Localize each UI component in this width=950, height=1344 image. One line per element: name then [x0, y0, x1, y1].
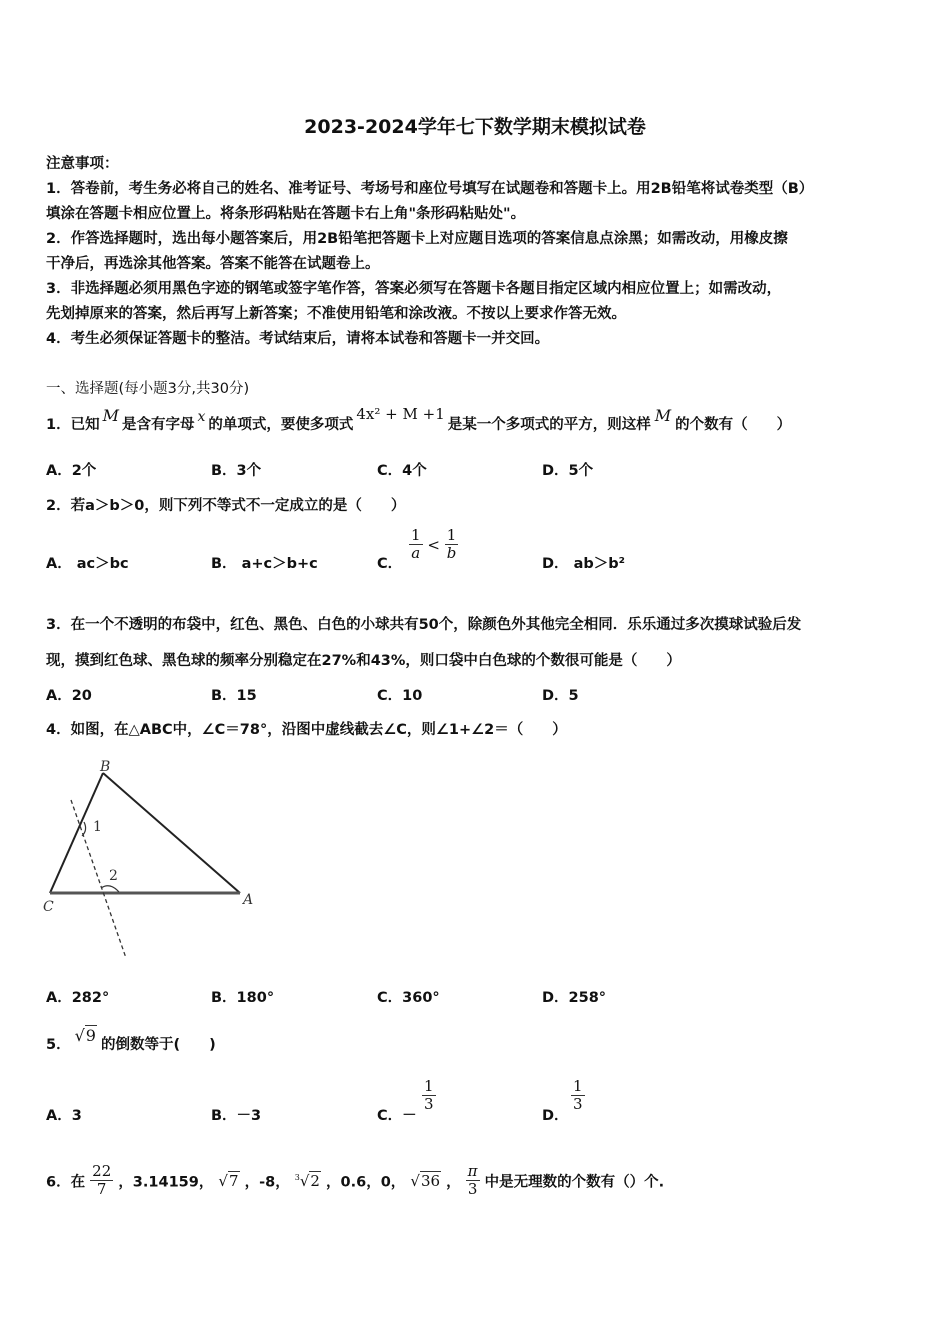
question-1-stem: 1．已知 M 是含有字母 x 的单项式，要使多项式4x² + M +1是某一个多项式的平方，则这样 M 的个数有（ ） — [46, 405, 792, 433]
vertex-b-label: B — [100, 759, 111, 775]
q1-option-c[interactable]: C．4个 — [377, 463, 427, 479]
q2-option-d[interactable]: D． ab＞b² — [542, 556, 625, 572]
q5-option-c-fraction: $\frac{1}{3}$ — [424, 1077, 434, 1114]
q5-option-d-label[interactable]: D． — [542, 1108, 569, 1124]
q1-option-a[interactable]: A．2个 — [46, 463, 97, 479]
angle-1-label: 1 — [93, 819, 102, 835]
notice-line-4: 干净后，再选涂其他答案。答案不能答在试题卷上。 — [46, 256, 380, 272]
q4-option-a[interactable]: A．282° — [46, 990, 110, 1006]
triangle-figure — [40, 752, 270, 967]
notice-line-1: 1．答卷前，考生务必将自己的姓名、准考证号、考场号和座位号填写在试题卷和答题卡上。用2B铅笔将试卷类型（B） — [46, 181, 814, 197]
q5-option-d-fraction: $\frac{1}{3}$ — [573, 1077, 583, 1114]
q2-option-c-label[interactable]: C． — [377, 556, 403, 572]
question-4-stem: 4．如图，在△ABC中，∠C＝78°，沿图中虚线截去∠C，则∠1+∠2＝（ ） — [46, 722, 567, 738]
q4-option-d[interactable]: D．258° — [542, 990, 607, 1006]
q2-option-c-expression: $\frac{1}{a}$ < $\frac{1}{b}$ — [411, 526, 457, 563]
notice-line-5: 3．非选择题必须用黑色字迹的钢笔或签字笔作答，答案必须写在答题卡各题目指定区域内相应位置上；如需改动， — [46, 281, 782, 297]
vertex-a-label: A — [243, 892, 254, 908]
q1-option-b[interactable]: B．3个 — [211, 463, 262, 479]
question-2-stem: 2．若a＞b＞0，则下列不等式不一定成立的是（ ） — [46, 498, 406, 514]
angle-2-arc — [101, 886, 119, 892]
notice-line-6: 先划掉原来的答案，然后再写上新答案；不准使用铅笔和涂改液。不按以上要求作答无效。 — [46, 306, 626, 322]
q2-option-a[interactable]: A． ac＞bc — [46, 556, 129, 572]
question-3-line-2: 现，摸到红色球、黑色球的频率分别稳定在27%和43%，则口袋中白色球的个数很可能是（ ） — [46, 653, 681, 669]
q3-option-c[interactable]: C．10 — [377, 688, 423, 704]
page-title: 2023-2024学年七下数学期末模拟试卷 — [304, 116, 646, 138]
q4-option-b[interactable]: B．180° — [211, 990, 275, 1006]
notice-line-7: 4．考生必须保证答题卡的整洁。考试结束后，请将本试卷和答题卡一并交回。 — [46, 331, 550, 347]
q2-option-b[interactable]: B． a+c＞b+c — [211, 556, 318, 572]
question-6-stem: 6．在 $\frac{22}{7}$ ，3.14159， √7 ，-8， $^3$√2 ，0.6，0， √36 ， $\frac{\pi}{3}$ 中是无理数的个数有（）个. — [46, 1162, 665, 1199]
q3-option-d[interactable]: D．5 — [542, 688, 579, 704]
q4-option-c[interactable]: C．360° — [377, 990, 440, 1006]
angle-2-label: 2 — [109, 868, 118, 884]
q5-option-b[interactable]: B．－3 — [211, 1108, 262, 1124]
notice-line-3: 2．作答选择题时，选出每小题答案后，用2B铅笔把答题卡上对应题目选项的答案信息点涂黑；如需改动，用橡皮擦 — [46, 231, 788, 247]
question-5-stem: 5． √9 的倒数等于( ) — [46, 1026, 216, 1053]
q3-option-b[interactable]: B．15 — [211, 688, 257, 704]
notice-line-2: 填涂在答题卡相应位置上。将条形码粘贴在答题卡右上角"条形码粘贴处"。 — [46, 206, 526, 222]
q5-option-c-label[interactable]: C．－ — [377, 1108, 417, 1124]
section-heading: 一、选择题(每小题3分,共30分) — [46, 381, 250, 397]
notice-heading: 注意事项： — [46, 156, 119, 172]
q5-option-a[interactable]: A．3 — [46, 1108, 82, 1124]
q3-option-a[interactable]: A．20 — [46, 688, 92, 704]
vertex-c-label: C — [43, 899, 54, 915]
question-3-line-1: 3．在一个不透明的布袋中，红色、黑色、白色的小球共有50个，除颜色外其他完全相同．乐乐通过多次摸球试验后发 — [46, 617, 802, 633]
side-ba — [103, 773, 240, 893]
q1-option-d[interactable]: D．5个 — [542, 463, 594, 479]
